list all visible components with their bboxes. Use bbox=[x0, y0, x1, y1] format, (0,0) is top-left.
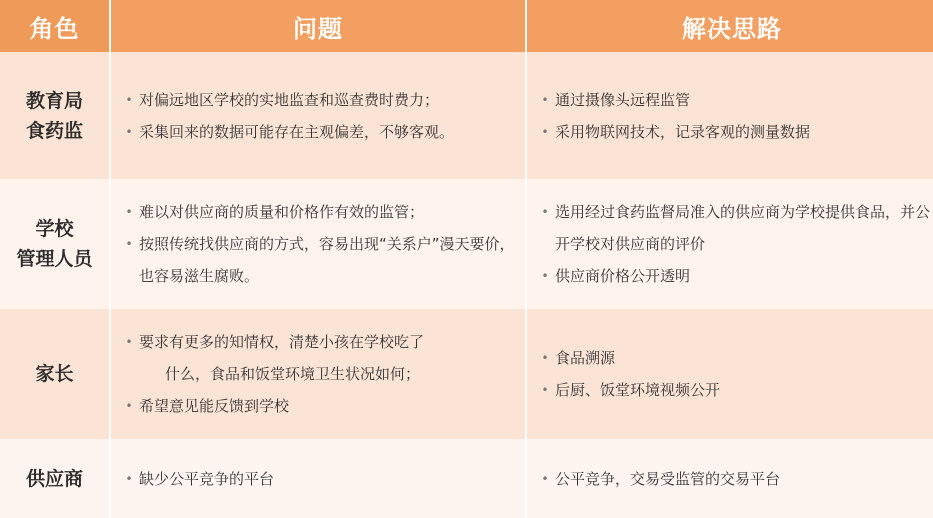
bullet-icon: • bbox=[125, 399, 133, 413]
list-item bbox=[119, 390, 519, 422]
problem-cell bbox=[111, 179, 525, 309]
solution-text: 公平竞争，交易受监管的交易平台 bbox=[555, 469, 781, 488]
bullet-icon: • bbox=[541, 205, 549, 219]
role-label-line: 教育局 bbox=[25, 89, 83, 112]
list-item bbox=[535, 116, 931, 148]
list-item bbox=[535, 84, 931, 116]
problem-text: 要求有更多的知情权，清楚小孩在学校吃了 bbox=[139, 333, 425, 351]
role-label-line: 供应商 bbox=[25, 467, 83, 490]
role-cell-supplier bbox=[0, 439, 109, 518]
problem-cell bbox=[111, 52, 525, 179]
problem-text: 按照传统找供应商的方式，容易出现“关系户”漫天要价，也容易滋生腐败。 bbox=[139, 235, 515, 285]
bullet-icon: • bbox=[541, 124, 549, 139]
role-label-line: 学校 bbox=[35, 218, 74, 240]
bullet-icon: • bbox=[541, 471, 549, 486]
solution-text: 食品溯源 bbox=[555, 349, 616, 367]
bullet-icon: • bbox=[541, 269, 549, 283]
solution-text: 通过摄像头远程监管 bbox=[555, 90, 691, 109]
list-item bbox=[535, 196, 931, 260]
bullet-icon: • bbox=[541, 383, 549, 397]
problem-text: 采集回来的数据可能存在主观偏差，不够客观。 bbox=[139, 122, 455, 141]
solution-text: 选用经过食药监督局准入的供应商为学校提供食品，并公开学校对供应商的评价 bbox=[555, 203, 931, 253]
list-item bbox=[535, 374, 931, 406]
list-item bbox=[119, 116, 519, 148]
bullet-icon: • bbox=[125, 335, 133, 349]
header-problem: 问题 bbox=[111, 0, 525, 52]
bullet-icon: • bbox=[125, 205, 133, 219]
solution-cell bbox=[527, 52, 933, 179]
bullet-icon: • bbox=[125, 124, 133, 139]
list-item bbox=[535, 342, 931, 374]
problem-cell bbox=[111, 309, 525, 439]
problem-cell bbox=[111, 439, 525, 518]
list-item bbox=[535, 260, 931, 292]
solution-cell bbox=[527, 309, 933, 439]
bullet-icon: • bbox=[541, 351, 549, 365]
role-label-line: 食药监 bbox=[25, 119, 83, 142]
role-cell-education-bureau bbox=[0, 52, 109, 179]
list-item bbox=[119, 463, 519, 495]
list-item bbox=[119, 196, 519, 228]
list-item bbox=[119, 84, 519, 116]
list-item bbox=[119, 326, 519, 358]
problem-text: 对偏远地区学校的实地监查和巡查费时费力； bbox=[139, 90, 440, 109]
problem-text: 缺少公平竞争的平台 bbox=[139, 469, 275, 488]
role-cell-school-management bbox=[0, 179, 109, 309]
problem-text: 难以对供应商的质量和价格作有效的监管； bbox=[139, 203, 425, 221]
solution-cell bbox=[527, 179, 933, 309]
bullet-icon: • bbox=[125, 237, 133, 251]
solution-cell bbox=[527, 439, 933, 518]
solution-text: 供应商价格公开透明 bbox=[555, 267, 691, 285]
header-role: 角色 bbox=[0, 0, 109, 52]
list-item bbox=[535, 463, 931, 495]
role-cell-parents bbox=[0, 309, 109, 439]
bullet-icon: • bbox=[125, 471, 133, 486]
role-label-line: 家长 bbox=[35, 363, 74, 385]
role-label-line: 管理人员 bbox=[16, 248, 93, 270]
bullet-icon: • bbox=[541, 92, 549, 107]
problem-text: 希望意见能反馈到学校 bbox=[139, 397, 290, 415]
list-item-continuation bbox=[119, 358, 519, 390]
list-item bbox=[119, 228, 519, 292]
header-solution: 解决思路 bbox=[527, 0, 933, 52]
bullet-icon: • bbox=[125, 92, 133, 107]
problem-text: 什么，食品和饭堂环境卫生状况如何； bbox=[165, 365, 421, 383]
solution-text: 后厨、饭堂环境视频公开 bbox=[555, 381, 721, 399]
solution-text: 采用物联网技术，记录客观的测量数据 bbox=[555, 122, 811, 141]
